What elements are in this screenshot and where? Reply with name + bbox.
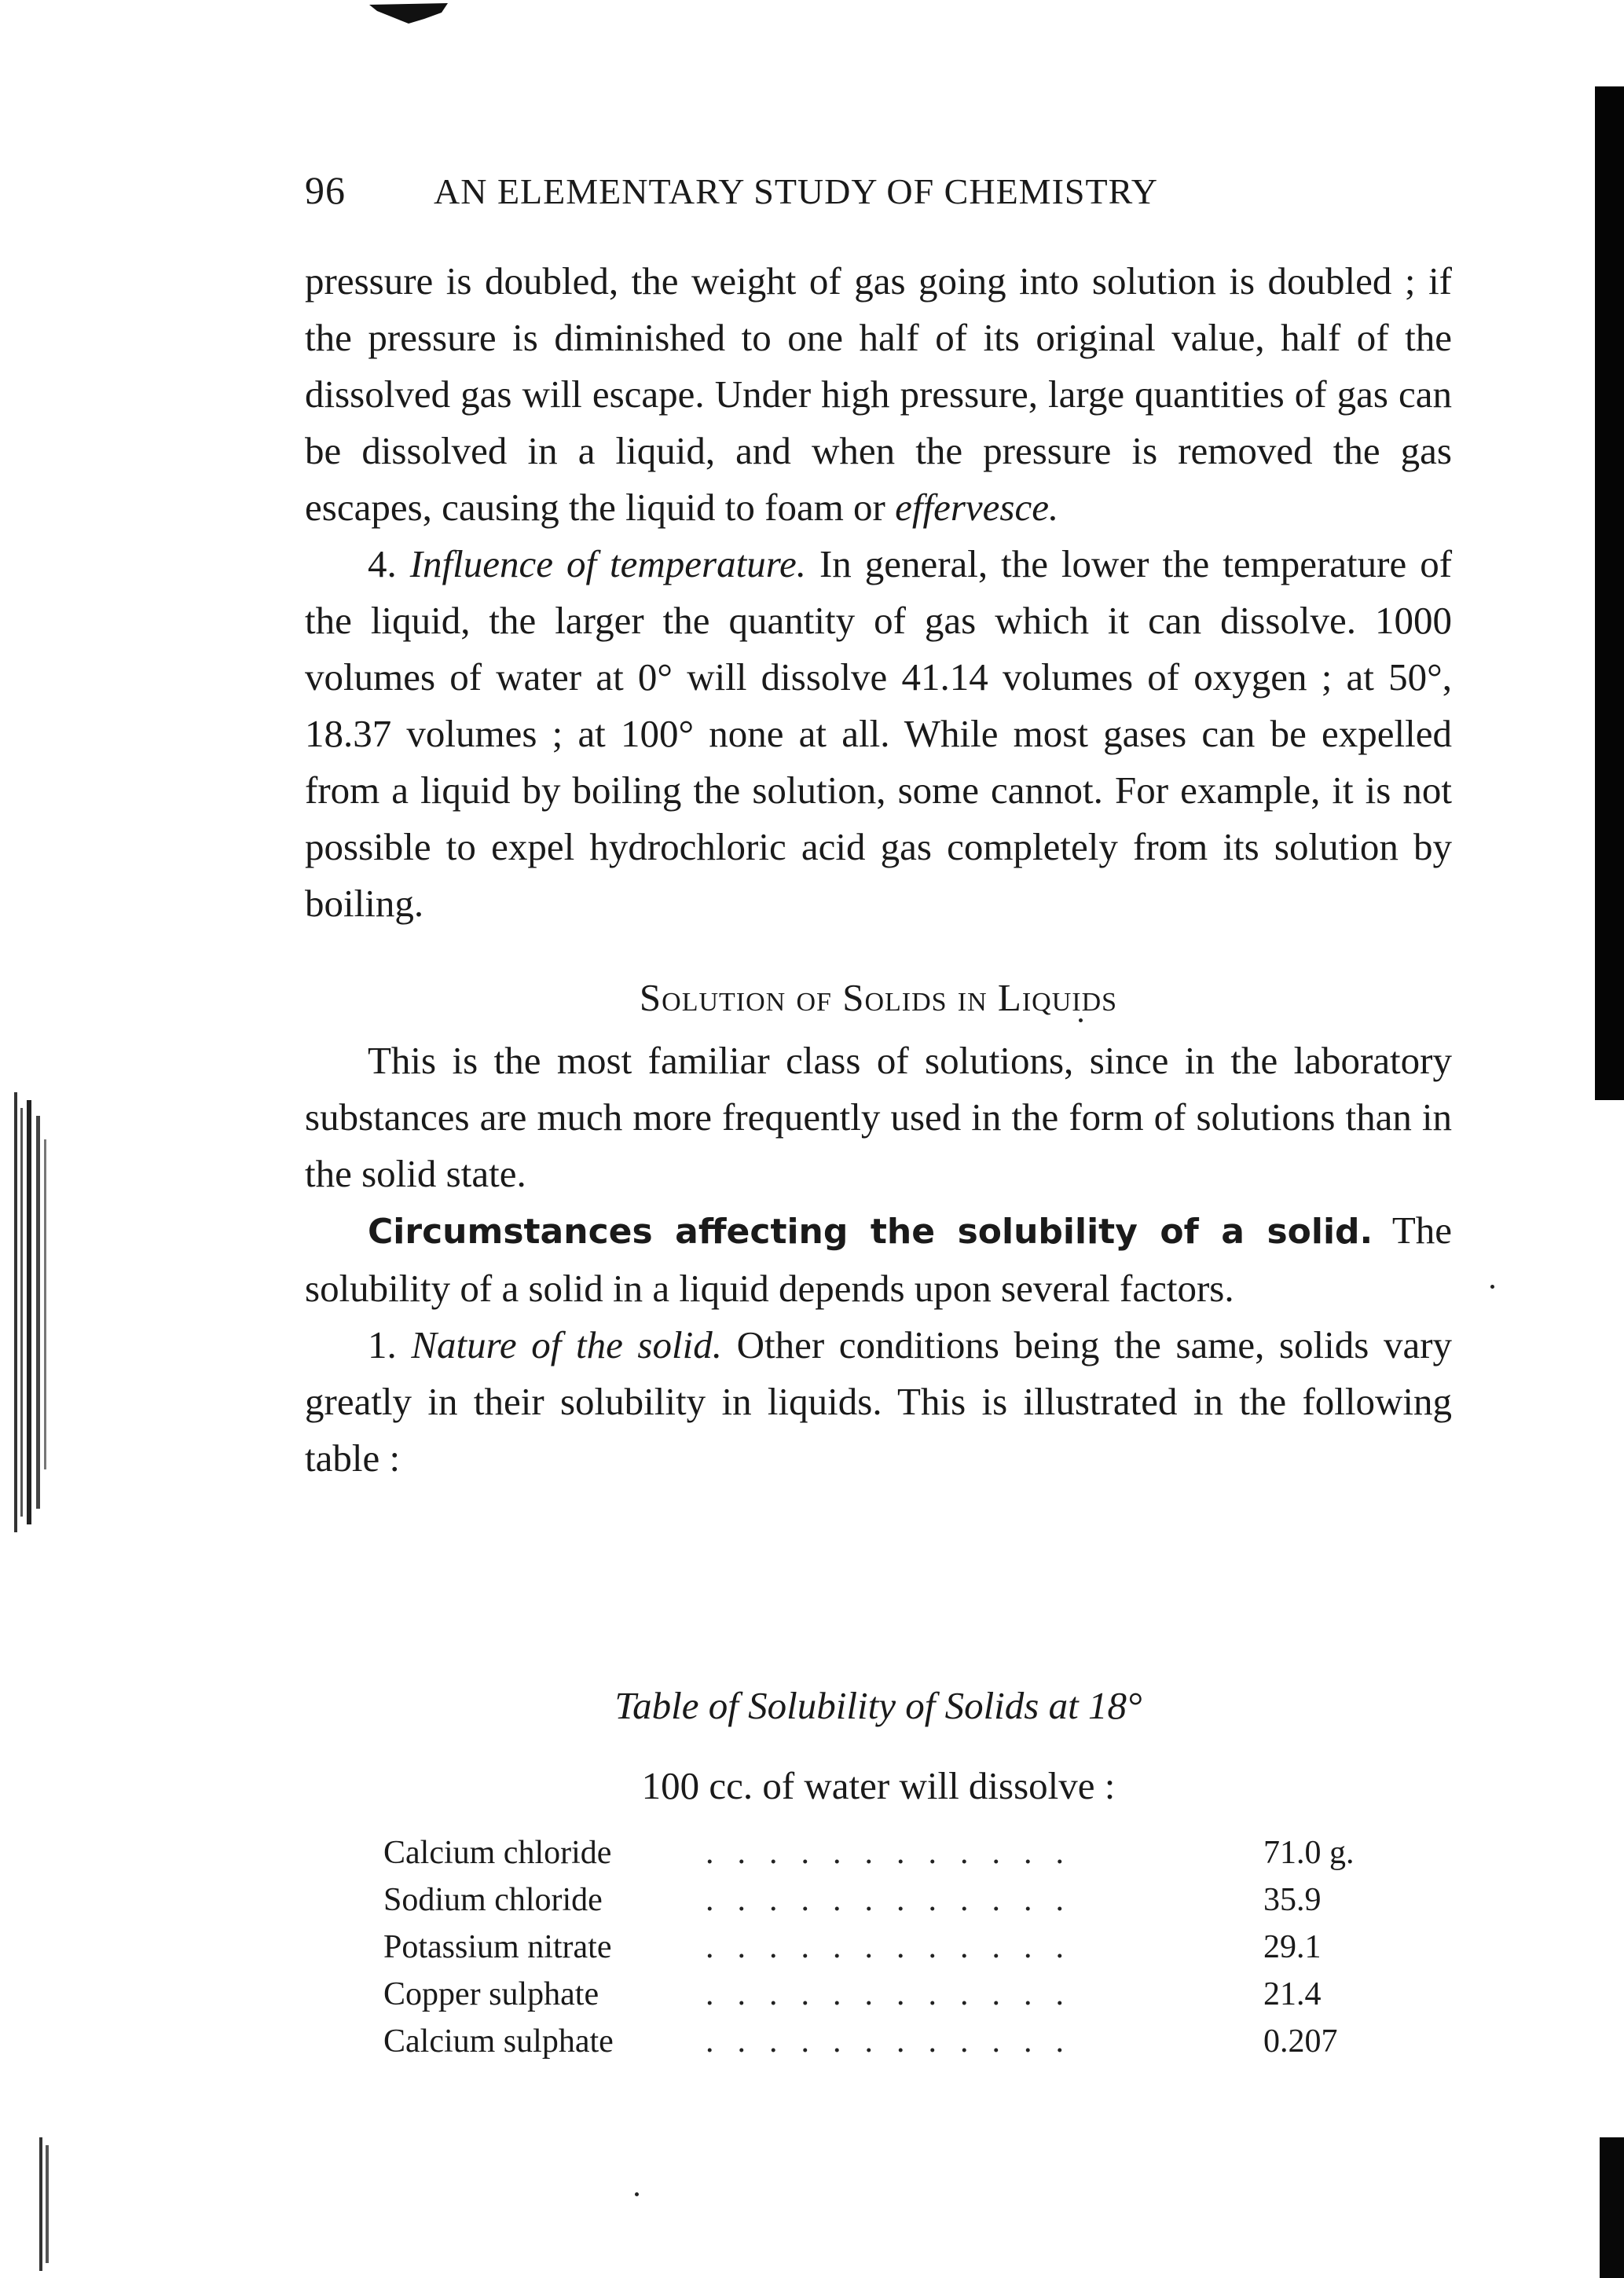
table-row <box>383 1829 1389 1876</box>
table-row <box>383 1876 1389 1924</box>
page-edge-shadow-right <box>1595 86 1624 1100</box>
running-title: AN ELEMENTARY STUDY OF CHEMISTRY <box>434 171 1158 211</box>
substance-name: Sodium chloride <box>383 1882 603 1918</box>
dot-leader: ............ <box>706 1835 1087 1871</box>
solubility-value: 0.207 <box>1263 2023 1338 2060</box>
paragraph: pressure is doubled, the weight of gas going into solution is doubled ; if the pressure is diminished to one half of its original value, half of the dissolved gas will escape. Under high pressure, large quantities of gas can be dissolved in a liquid, and when the pressure is removed the gas escapes, causing the liquid to foam or effervesce. <box>305 259 1452 529</box>
table-row <box>383 2018 1389 2065</box>
paragraph: This is the most familiar class of solutions, since in the laboratory substances are much more frequently used in the form of solutions than in the solid state. <box>305 1039 1452 1195</box>
substance-name: Potassium nitrate <box>383 1929 612 1965</box>
dot-leader: ............ <box>706 1929 1087 1965</box>
binding-edge-left-bottom <box>36 2137 57 2271</box>
paragraph: 4. Influence of temperature. In general, the lower the temperature of the liquid, the larger the quantity of gas which it can dissolve. 1000 volumes of water at 0° will dissolve 41.14 volumes of oxygen ; at 50°, 18.37 volumes ; at 100° none at all. While most gases can be expelled from a liquid by boiling the solution, some cannot. For example, it is not possible to expel hydrochloric acid gas completely from its solution by boiling. <box>305 542 1453 925</box>
ink-blot <box>369 0 448 27</box>
body-text <box>305 253 1452 1487</box>
speck <box>1490 1285 1494 1289</box>
dot-leader: ............ <box>706 1882 1087 1918</box>
solubility-table <box>383 1829 1389 2065</box>
table-subtitle: 100 cc. of water will dissolve : <box>641 1764 1116 1807</box>
page-header <box>305 167 1342 215</box>
solubility-value: 21.4 <box>1263 1976 1322 2012</box>
substance-name: Calcium chloride <box>383 1835 612 1871</box>
speck <box>635 2192 639 2196</box>
page-edge-shadow-right-bottom <box>1600 2137 1624 2278</box>
page-number: 96 <box>305 168 346 212</box>
section-heading: Solution of Solids in Liquids <box>639 976 1118 1019</box>
solubility-value: 29.1 <box>1263 1929 1322 1965</box>
table-row <box>383 1924 1389 1971</box>
table-title: Table of Solubility of Solids at 18° <box>614 1684 1142 1727</box>
table-row <box>383 1971 1389 2018</box>
side-heading: Circumstances affecting the solubility of a solid. <box>368 1212 1373 1252</box>
dot-leader: ............ <box>706 1976 1087 2012</box>
paragraph: Circumstances affecting the solubility of a solid. The solubility of a solid in a liquid depends upon several factors. <box>305 1209 1452 1310</box>
solubility-value: 71.0 g. <box>1263 1835 1355 1871</box>
binding-edge-left <box>3 1092 52 1532</box>
paragraph: 1. Nature of the solid. Other conditions being the same, solids vary greatly in their solubility in liquids. This is illustrated in the following table : <box>305 1323 1453 1480</box>
dot-leader: ............ <box>706 2023 1087 2060</box>
substance-name: Copper sulphate <box>383 1976 599 2012</box>
solubility-value: 35.9 <box>1263 1882 1322 1918</box>
substance-name: Calcium sulphate <box>383 2023 614 2060</box>
